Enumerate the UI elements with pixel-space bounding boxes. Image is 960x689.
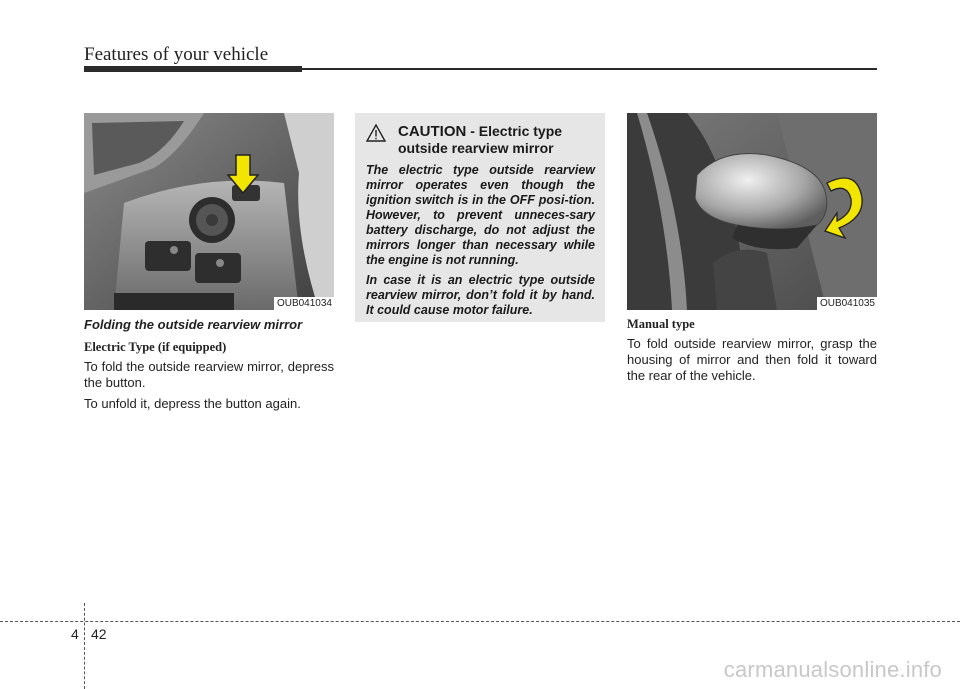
figure-code: OUB041034 bbox=[274, 297, 334, 310]
figure-caption: Folding the outside rearview mirror bbox=[84, 317, 303, 332]
caution-title-line2: outside rearview mirror bbox=[398, 140, 554, 156]
body-paragraph: To fold the outside rearview mirror, depress the button. bbox=[84, 359, 334, 390]
watermark: carmanualsonline.info bbox=[723, 657, 942, 682]
caution-header bbox=[366, 123, 595, 157]
body-paragraph: To fold outside rearview mirror, grasp the housing of mirror and then fold it toward the rear of the vehicle. bbox=[627, 336, 877, 383]
header-rule bbox=[84, 66, 877, 72]
body-paragraph: To unfold it, depress the button again. bbox=[84, 396, 301, 411]
caution-title bbox=[398, 123, 562, 157]
header-rule-thick bbox=[84, 66, 302, 72]
caution-paragraph-2: In case it is an electric type outside rearview mirror, don’t fold it by hand. It could cause motor failure. bbox=[366, 273, 595, 317]
subheading-manual-type: Manual type bbox=[627, 317, 695, 331]
caution-title-line1: - Electric type bbox=[466, 123, 563, 139]
caution-box bbox=[355, 113, 605, 322]
figure-mirror-fold-switch bbox=[84, 113, 334, 310]
switch-panel-illustration bbox=[84, 113, 334, 310]
page-number: 42 bbox=[91, 626, 107, 642]
warning-triangle-icon bbox=[366, 124, 386, 142]
subheading-electric-type: Electric Type (if equipped) bbox=[84, 340, 227, 354]
side-mirror-illustration bbox=[627, 113, 877, 310]
chapter-number: 4 bbox=[71, 626, 79, 642]
electric-type-section bbox=[84, 314, 334, 417]
figure-code: OUB041035 bbox=[817, 297, 877, 310]
section-title: Features of your vehicle bbox=[84, 44, 269, 65]
manual-type-section bbox=[627, 314, 877, 389]
caution-label: CAUTION bbox=[398, 123, 467, 140]
footer-divider bbox=[84, 603, 85, 689]
caution-paragraph-1: The electric type outside rearview mirror operates even though the ignition switch is in the OFF posi-tion. However, to prevent unneces-sary battery discharge, do not adjust the mirrors longer than necessary while the engine is not running. bbox=[366, 163, 595, 267]
footer-rule bbox=[0, 621, 960, 622]
header-rule-thin bbox=[302, 68, 877, 70]
figure-manual-mirror bbox=[627, 113, 877, 310]
